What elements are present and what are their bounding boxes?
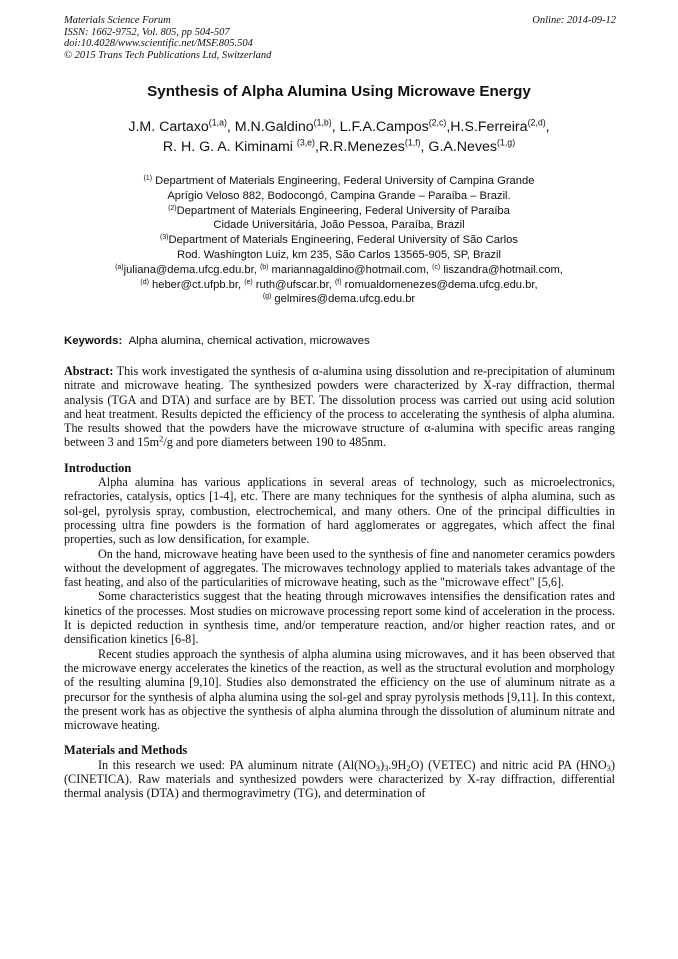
- email-line-2: [40, 278, 638, 293]
- author-sep: ,: [226, 119, 235, 135]
- affiliation-3-line-1: [40, 233, 638, 248]
- abstract-sup: 2: [159, 433, 164, 444]
- author-sep: ,: [331, 119, 340, 135]
- affil-sup: (2): [168, 204, 177, 212]
- author-sup: (3,e): [296, 137, 315, 148]
- author-sup: (1,a): [208, 117, 227, 128]
- journal-header: [64, 15, 616, 61]
- keywords-label: Keywords:: [64, 335, 123, 347]
- author-name: L.F.A.Campos: [339, 119, 429, 135]
- paper-title: Synthesis of Alpha Alumina Using Microwave Energy: [147, 83, 531, 100]
- abstract: [64, 364, 615, 450]
- email: gelmires@dema.ufcg.edu.br: [271, 293, 416, 306]
- issn-line: ISSN: 1662-9752, Vol. 805, pp 504-507: [64, 26, 230, 38]
- methods-text: .9H: [388, 757, 407, 772]
- email: heber@ct.ufpb.br,: [148, 278, 245, 291]
- email-line-3: [40, 292, 638, 307]
- author-line-1: [40, 117, 638, 137]
- author-name: R. H. G. A. Kiminami: [162, 139, 297, 155]
- methods-text: ) (CINETICA). Raw materials and synthesized powders were characterized by X-ray diffraction, differential thermal analysis (DTA) and thermogravimetry (TG), and determination of: [64, 757, 615, 801]
- author-name: M.N.Galdino: [234, 119, 314, 135]
- methods-paragraph-1: [64, 758, 615, 801]
- methods-heading: Materials and Methods: [64, 743, 188, 758]
- methods-text: ): [380, 757, 385, 772]
- author-line-2: [40, 137, 638, 157]
- author-sup: (2,d): [527, 117, 546, 128]
- online-date: Online: 2014-09-12: [532, 15, 616, 26]
- email: ruth@ufscar.br,: [252, 278, 335, 291]
- email-line-1: [40, 263, 638, 278]
- intro-paragraph-1: Alpha alumina has various applications in several areas of technology, such as microelectronics, refractories, catalysis, optics [1-4], etc. There are many techniques for the synthesis of alpha alumina, such as sol-gel, pyrolysis spray, combustion, electrochemical, and many others. One of the principal difficulties in processing ultra fine powders is the formation of hard agglomerates or aggregates, which affect the final properties, such as low densification, for example.: [64, 475, 615, 547]
- keywords-text: Alpha alumina, chemical activation, microwaves: [128, 335, 370, 347]
- author-sep: ,: [420, 139, 429, 155]
- author-name: H.S.Ferreira: [450, 119, 528, 135]
- affiliation-1-line-1: [40, 174, 638, 189]
- methods-text: In this research we used: PA aluminum nitrate (Al(NO: [98, 757, 376, 772]
- intro-paragraph-2: On the hand, microwave heating have been used to the synthesis of fine and nanometer ceramics powders without the development of aggregates. The microwaves technology applied to materials takes advantage of the fast heating, and also of the particularities of microwave heating, such as the "microwave effect" [5,6].: [64, 546, 615, 590]
- affil-text: Department of Materials Engineering, Federal University of São Carlos: [168, 234, 518, 247]
- email: mariannagaldino@hotmail.com,: [268, 263, 433, 276]
- affiliations: [40, 174, 638, 307]
- author-name: R.R.Menezes: [318, 139, 405, 155]
- subscript: 3: [375, 762, 381, 773]
- intro-paragraph-4: Recent studies approach the synthesis of alpha alumina using microwaves, and it has been observed that the microwave energy accelerates the kinetics of the reaction, as well as the structural evolution and morphology of the resulting alumina [9,10]. Studies also demonstrated the efficiency on the use of aluminum nitrate as a precursor for the synthesis of alpha alumina using the sol-gel and spray pyrolysis methods [9,11]. In this context, the present work has as objective the synthesis of alpha alumina through the dissolution of aluminum nitrate and microwave heating.: [64, 646, 615, 733]
- email-sup: (d): [140, 278, 149, 286]
- abstract-label: Abstract:: [64, 364, 114, 378]
- affil-text: Department of Materials Engineering, Federal University of Paraíba: [176, 204, 510, 217]
- author-name: J.M. Cartaxo: [128, 119, 209, 135]
- email-sup: (e): [244, 278, 253, 286]
- email: romualdomenezes@dema.ufcg.edu.br,: [341, 278, 538, 291]
- affiliation-2-line-1: [40, 204, 638, 219]
- affil-sup: (1): [143, 174, 153, 182]
- email-sup: (g): [262, 293, 272, 301]
- author-sep: ,: [545, 119, 550, 135]
- email: juliana@dema.ufcg.edu.br,: [123, 263, 260, 276]
- keywords: [64, 335, 370, 347]
- methods-text: O) (VETEC) and nitric acid PA (HNO: [410, 757, 607, 772]
- author-sep: ,: [446, 119, 451, 135]
- author-list: [40, 117, 638, 157]
- subscript: 3: [606, 762, 611, 773]
- email-sup: (a): [115, 263, 124, 271]
- email: liszandra@hotmail.com,: [440, 263, 563, 276]
- email-sup: (f): [334, 278, 342, 286]
- affil-text: Department of Materials Engineering, Federal University of Campina Grande: [152, 175, 535, 187]
- email-sup: (c): [432, 263, 441, 271]
- author-sep: ,: [314, 139, 319, 155]
- author-sup: (2,c): [428, 117, 447, 128]
- author-sup: (1,b): [313, 117, 332, 128]
- email-sup: (b): [259, 263, 269, 271]
- author-name: G.A.Neves: [428, 139, 498, 155]
- subscript: 3: [384, 762, 389, 773]
- main-text: [64, 364, 615, 801]
- abstract-text-end: /g and pore diameters between 190 to 485nm.: [163, 435, 387, 450]
- subscript: 2: [406, 762, 411, 773]
- affiliation-2-line-2: Cidade Universitária, João Pessoa, Paraíba, Brazil: [213, 219, 465, 232]
- journal-name: Materials Science Forum: [64, 15, 171, 26]
- abstract-text: This work investigated the synthesis of α-alumina using dissolution and re-precipitation of aluminum nitrate and microwave heating. The synthesized powders were characterized by X-ray diffraction, thermal analysis (TGA and DTA) and surface are by BET. The dissolution process was carried out using acid solution and heat treatment. Results depicted the efficiency of the process to accelerating the synthesis of alpha alumina. The results showed that the powders have the microwave structure of α-alumina with specific areas ranging between 3 and 15m: [64, 364, 615, 450]
- intro-paragraph-3: Some characteristics suggest that the heating through microwaves intensifies the densification rates and kinetics of the processes. Most studies on microwave processing report some kind of acceleration in the process. It is depicted reduction in synthesis time, and/or temperature reaction, and/or higher reaction rates, and or densification kinetics [6-8].: [64, 589, 615, 647]
- doi-line: doi:10.4028/www.scientific.net/MSF.805.504: [64, 38, 253, 50]
- affiliation-1-line-2: Aprígio Veloso 882, Bodocongó, Campina Grande – Paraíba – Brazil.: [167, 189, 511, 202]
- affil-sup: (3): [160, 234, 169, 242]
- affiliation-3-line-2: Rod. Washington Luiz, km 235, São Carlos 13565-905, SP, Brazil: [177, 248, 501, 261]
- author-sup: (1,f): [404, 137, 421, 148]
- introduction-heading: Introduction: [64, 460, 132, 475]
- copyright-line: © 2015 Trans Tech Publications Ltd, Switzerland: [64, 49, 272, 61]
- author-sup: (1,g): [497, 137, 516, 148]
